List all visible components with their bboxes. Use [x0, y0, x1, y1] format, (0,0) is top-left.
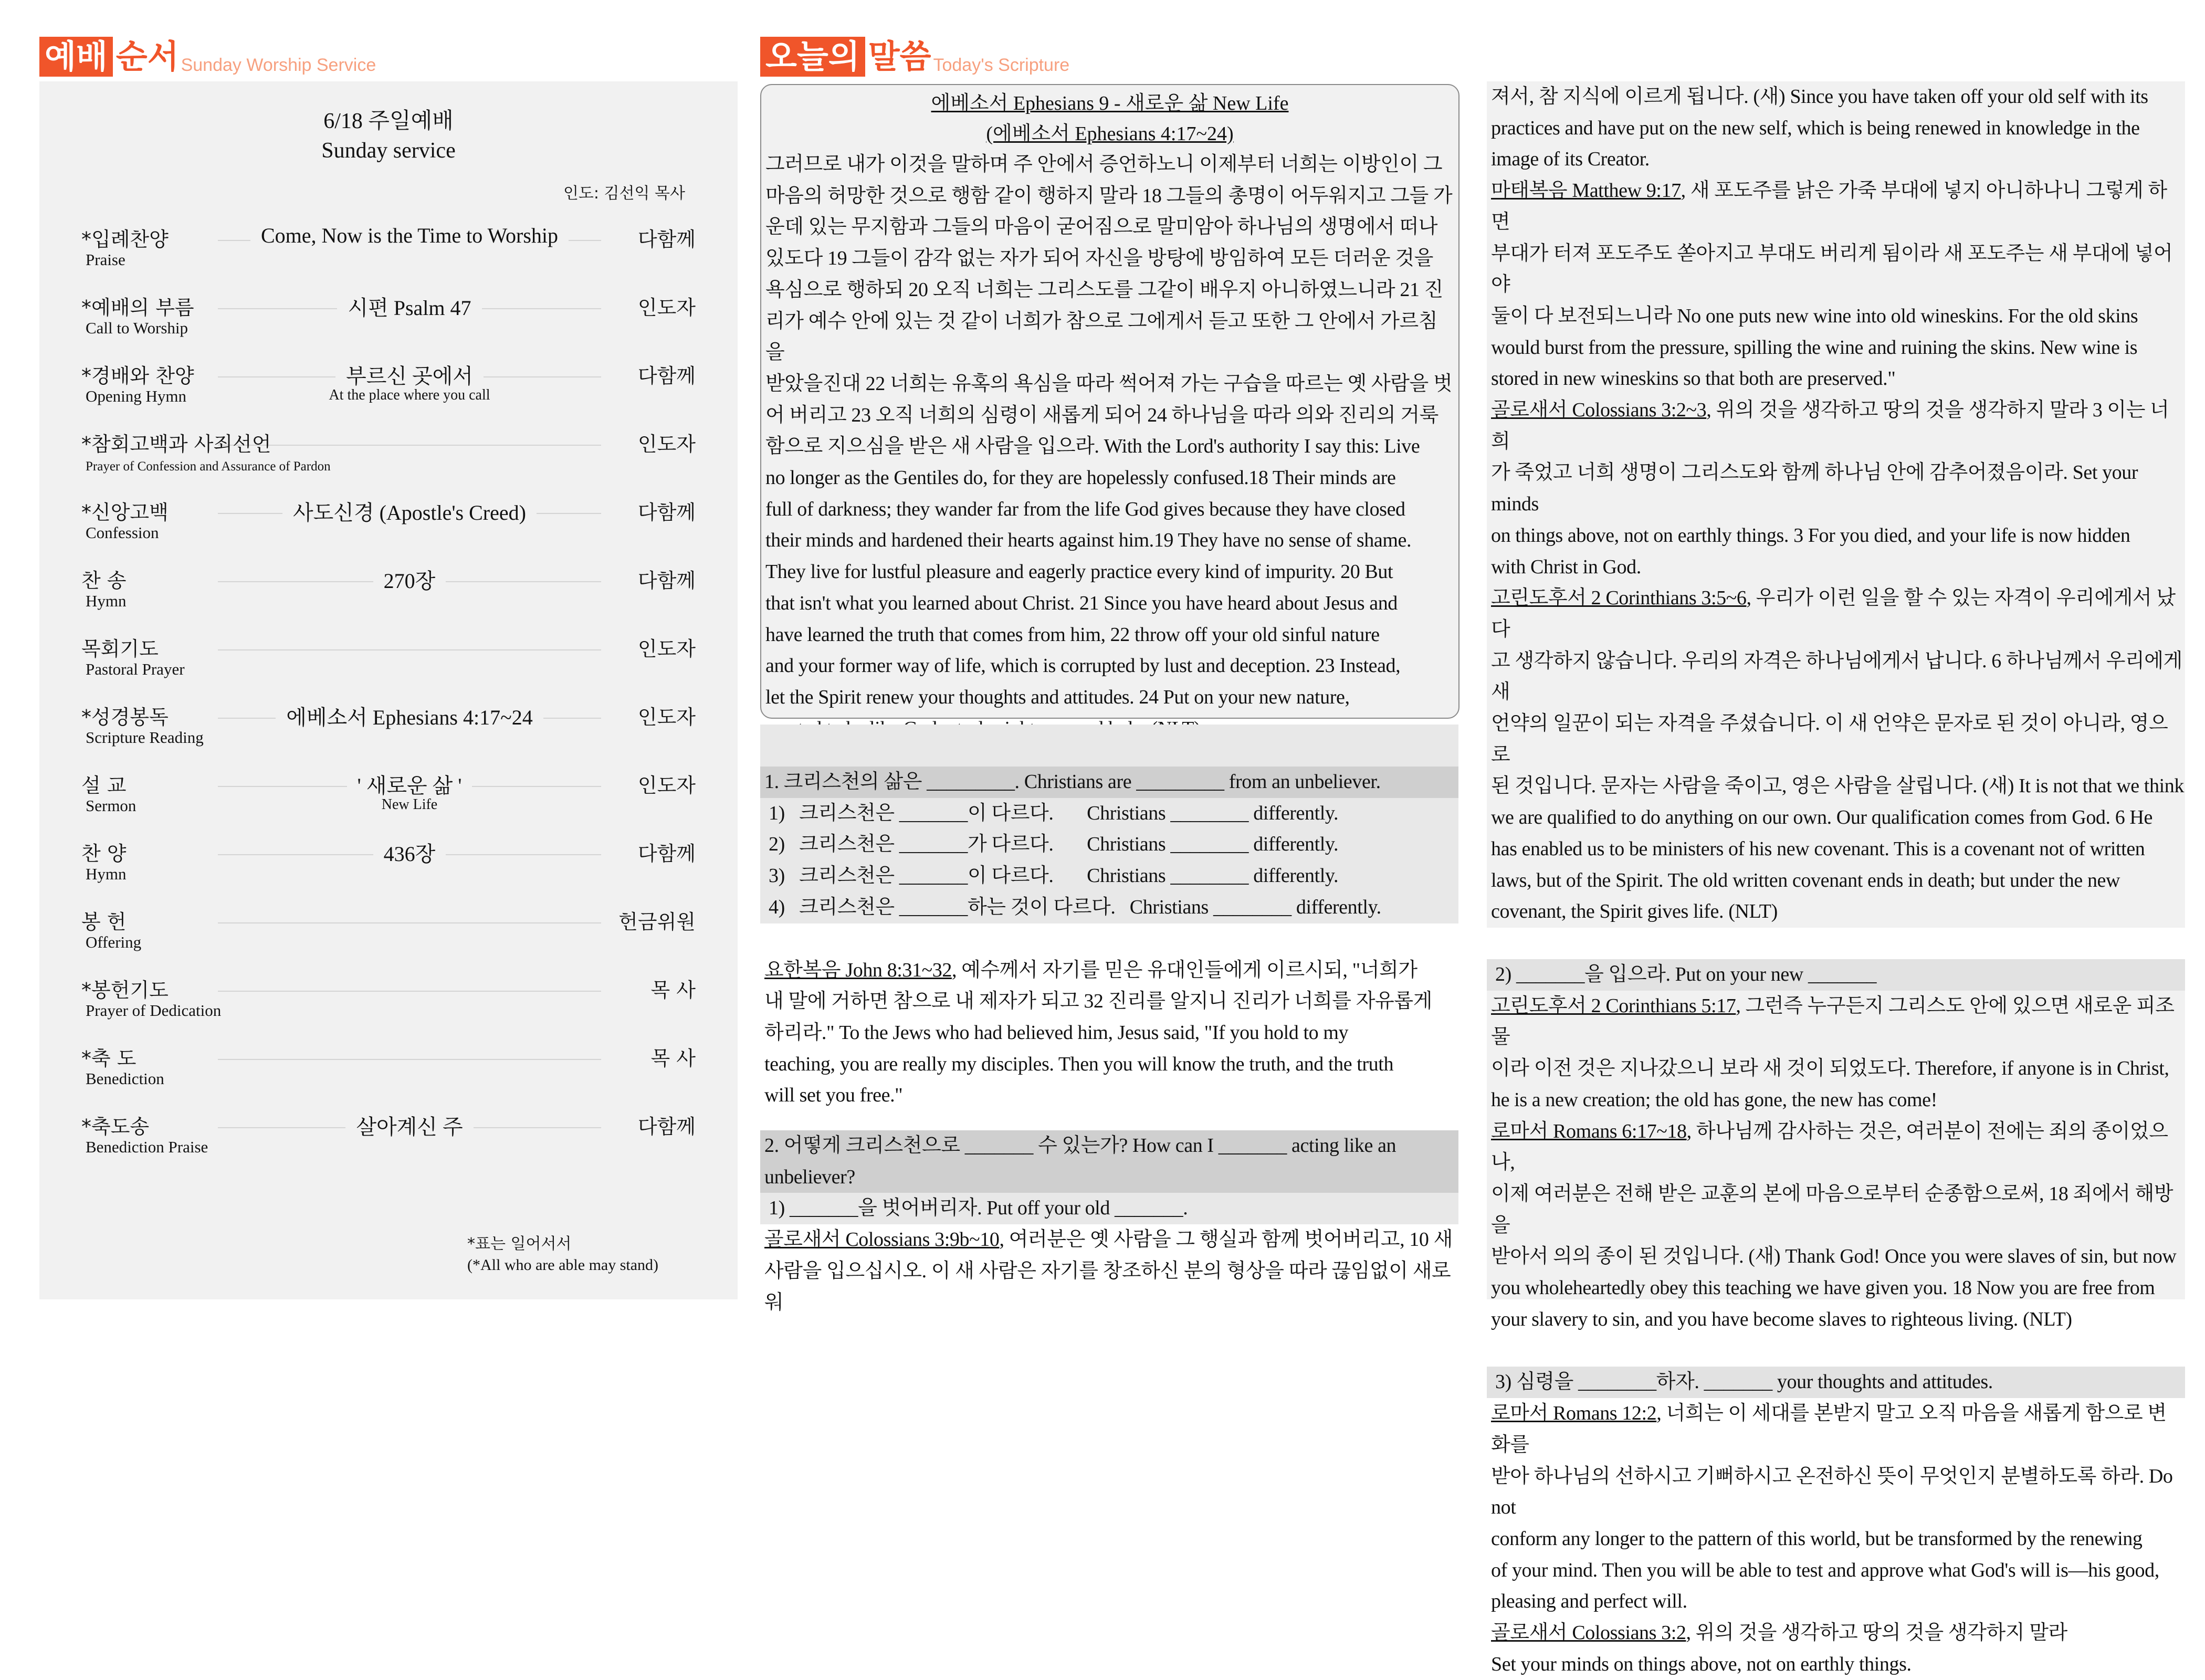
text-line: practices and have put on the new self, which is being renewed in knowledge in the [1491, 117, 2140, 139]
scripture-line: let the Spirit renew your thoughts and attitudes. 24 Put on your new nature, [765, 686, 1350, 708]
text-line: 받아 하나님의 선하시고 기뻐하시고 온전하신 뜻이 무엇인지 분별하도록 하라. Do not [1491, 1465, 2173, 1519]
colossians-line: , 여러분은 옛 사람을 그 행실과 함께 벗어버리고, 10 새 [999, 1228, 1453, 1251]
scripture-line: 함으로 지으심을 받은 새 사람을 입으라. With the Lord's authority I say this: Live [765, 435, 1420, 458]
john-line: will set you free." [764, 1084, 903, 1107]
header-red: 말씀 [868, 37, 931, 76]
order-item-ko: *경배와 찬양 [81, 364, 194, 387]
scripture-line: 있도다 19 그들이 감각 없는 자가 되어 자신을 방탕에 방임하여 모든 더러운 것을 [765, 247, 1433, 270]
order-item-en: Prayer of Confession and Assurance of Pardon [86, 459, 331, 474]
john-line: 내 말에 거하면 참으로 내 제자가 되고 32 진리를 알지니 진리가 너희를 자유롭게 [764, 990, 1432, 1013]
order-item [81, 769, 696, 827]
text-line: of your mind. Then you will be able to test and approve what God's will is—his good, [1491, 1559, 2159, 1581]
text-line: laws, but of the Spirit. The old written covenant ends in death; but under the new [1491, 869, 2120, 891]
order-item [81, 564, 696, 622]
order-item-role: 다함께 [637, 842, 696, 865]
order-item-ko: *입례찬양 [81, 228, 169, 251]
standing-note [467, 1234, 658, 1276]
order-item-detail [218, 1110, 601, 1140]
scripture-line: have learned the truth that comes from him, 22 throw off your old sinful nature [765, 623, 1380, 646]
order-item-detail [218, 223, 601, 248]
order-item-en: Benediction Praise [86, 1138, 208, 1156]
text-line: pleasing and perfect will. [1491, 1590, 1687, 1613]
text-line: , 우리가 이런 일을 할 수 있는 자격이 우리에게서 났다 [1491, 587, 2176, 640]
text-line: 가 죽었고 너희 생명이 그리스도와 함께 하나님 안에 감추어졌음이라. Set your minds [1491, 461, 2138, 516]
colossians-ref: 골로새서 Colossians 3:2 [1491, 1622, 1686, 1644]
text-line: 된 것입니다. 문자는 사람을 죽이고, 영은 사람을 살립니다. (새) It is not that we think [1491, 775, 2184, 797]
text-line: has enabled us to be ministers of his new covenant. This is a covenant not of written [1491, 837, 2145, 860]
order-item-detail [218, 769, 601, 799]
text-line: , 너희는 이 세대를 본받지 말고 오직 마음을 새롭게 함으로 변화를 [1491, 1402, 2167, 1456]
order-item-role: 다함께 [637, 364, 696, 387]
service-name: Sunday service [321, 139, 456, 163]
order-item-en: Call to Worship [86, 319, 188, 337]
order-item-en: Opening Hymn [86, 387, 187, 405]
order-item-en: Prayer of Dedication [86, 1001, 222, 1020]
text-line: would burst from the pressure, spilling the wine and ruining the skins. New wine is [1491, 336, 2138, 359]
order-item-ko: *예배의 부름 [81, 296, 194, 319]
text-line: 받아서 의의 종이 된 것입니다. (새) Thank God! Once you were slaves of sin, but now [1491, 1245, 2177, 1268]
order-item-detail [218, 701, 601, 731]
text-line: 이제 여러분은 전해 받은 교훈의 본에 마음으로부터 순종함으로써, 18 죄에서 해방을 [1491, 1182, 2174, 1236]
order-item-detail-text: ' 새로운 삶 ' [347, 774, 472, 797]
order-item-ko: *축도송 [81, 1115, 150, 1138]
scripture-line: 받았을진대 22 너희는 유혹의 욕심을 따라 썩어져 가는 구습을 따르는 옛 사람을 벗 [765, 372, 1453, 395]
order-item-detail-text: 시편 Psalm 47 [337, 296, 481, 320]
order-item-detail-text: 부르신 곳에서 [335, 364, 484, 388]
header-red: 순서 [116, 37, 179, 76]
corinthians-ref: 고린도후서 2 Corinthians 5:17 [1491, 994, 1736, 1017]
text-line: 부대가 터져 포도주도 쏟아지고 부대도 버리게 됨이라 새 포도주는 새 부대에 넣어야 [1491, 242, 2173, 296]
scripture-title: 에베소서 Ephesians 9 - 새로운 삶 New Life [931, 92, 1289, 114]
scripture-line: 운데 있는 무지함과 그들의 마음이 굳어짐으로 말미암아 하나님의 생명에서 떠나 [765, 216, 1438, 238]
order-item-detail-text: 살아계신 주 [345, 1115, 473, 1139]
sermon-notes-1 [760, 724, 1458, 1318]
scripture-body [761, 149, 1458, 744]
text-line: , 위의 것을 생각하고 땅의 것을 생각하지 말라 3 이는 너희 [1491, 399, 2169, 453]
order-item-en: Offering [86, 933, 142, 951]
text-line: 둘이 다 보전되느니라 No one puts new wine into old wineskins. For the old skins [1491, 304, 2138, 327]
text-line: 고 생각하지 않습니다. 우리의 자격은 하나님에게서 납니다. 6 하나님께서 우리에게 새 [1491, 649, 2182, 704]
question-2-3: 3) 심령을 ________하자. _______ your thoughts and attitudes. [1487, 1367, 2185, 1398]
colossians-ref: 골로새서 Colossians 3:2~3 [1491, 399, 1707, 422]
scripture-line: 리가 예수 안에 있는 것 같이 너희가 참으로 그에게서 듣고 또한 그 안에서 가르침을 [765, 310, 1438, 364]
order-item [81, 223, 696, 281]
order-item-detail-text: Come, Now is the Time to Worship [250, 224, 569, 247]
scripture-line: no longer as the Gentiles do, for they are hopelessly confused.18 Their minds are [765, 467, 1396, 489]
sermon-notes-2 [1487, 81, 2185, 1675]
leader-line [218, 445, 601, 446]
john-line: 하리라." To the Jews who had believed him, Jesus said, "If you hold to my [764, 1021, 1349, 1044]
text-line: 져서, 참 지식에 이르게 됩니다. (새) Since you have taken off your old self with its [1491, 86, 2148, 108]
order-item-ko: *성경봉독 [81, 706, 169, 729]
order-item [81, 360, 696, 417]
order-item-ko: *축 도 [81, 1047, 136, 1070]
text-line: stored in new wineskins so that both are preserved." [1491, 368, 1896, 390]
order-item-ko: *참회고백과 사죄선언 [81, 433, 271, 456]
order-item-role: 다함께 [637, 228, 696, 251]
order-item-role: 목 사 [650, 979, 696, 1002]
scripture-line: They live for lustful pleasure and eagerly practice every kind of impurity. 20 But [765, 561, 1393, 583]
text-line: Set your minds on things above, not on earthly things. [1491, 1653, 1912, 1675]
order-item-role: 인도자 [637, 433, 696, 456]
text-line: image of its Creator. [1491, 148, 1650, 171]
text-line: he is a new creation; the old has gone, the new has come! [1491, 1088, 1937, 1111]
header-en: Sunday Worship Service [181, 55, 376, 75]
service-leader: 인도: 김선익 목사 [563, 184, 685, 203]
order-item-role: 인도자 [637, 296, 696, 319]
question-1-item: 1) 크리스천은 _______이 다르다. Christians ________ differently. [769, 802, 1339, 824]
scripture-line: their minds and hardened their hearts against him.19 They have no sense of shame. [765, 529, 1412, 552]
order-item-role: 인도자 [637, 774, 696, 797]
question-1: 1. 크리스천의 삶은 _________. Christians are _________ from an unbeliever. [760, 766, 1458, 798]
order-item-detail [218, 837, 601, 867]
order-item-ko: 찬 송 [81, 569, 127, 592]
colossians-line: 사람을 입으십시오. 이 새 사람은 자기를 창조하신 분의 형상을 따라 끊임없이 새로워 [764, 1259, 1451, 1314]
scripture-line: and your former way of life, which is corrupted by lust and deception. 23 Instead, [765, 655, 1401, 677]
order-item-en: Benediction [86, 1069, 164, 1088]
scripture-line: full of darkness; they wander far from the life God gives because they have closed [765, 498, 1405, 520]
colossians-passage [760, 1224, 1458, 1318]
question-2-line: unbeliever? [764, 1166, 855, 1188]
order-item-detail [218, 360, 601, 390]
order-item-ko: 찬 양 [81, 842, 127, 865]
text-line: your slavery to sin, and you have become slaves to righteous living. (NLT) [1491, 1308, 2072, 1330]
order-item-role: 헌금위원 [618, 910, 696, 933]
text-line: , 위의 것을 생각하고 땅의 것을 생각하지 말라 [1686, 1622, 2067, 1644]
order-item-ko: 설 교 [81, 774, 127, 797]
order-item-ko: *봉헌기도 [81, 979, 169, 1002]
leader-line [218, 991, 601, 992]
text-line: conform any longer to the pattern of this world, but be transformed by the renewing [1491, 1527, 2143, 1550]
text-line: with Christ in God. [1491, 555, 1641, 578]
order-item-detail [218, 496, 601, 526]
scripture-header [760, 37, 1069, 77]
order-item-ko: 봉 헌 [81, 910, 127, 933]
worship-order-header [39, 37, 376, 77]
scripture-line: 욕심으로 행하되 20 오직 너희는 그리스도를 그같이 배우지 아니하였느니라 21 진 [765, 278, 1443, 301]
standing-note-ko: *표는 일어서서 [467, 1235, 572, 1253]
service-date: 6/18 주일예배 [323, 109, 454, 133]
order-item [81, 1110, 696, 1168]
question-1-item: 3) 크리스천은 _______이 다르다. Christians ________ differently. [769, 865, 1339, 887]
order-item-ko: *신앙고백 [81, 501, 169, 524]
scripture-line: 마음의 허망한 것으로 행함 같이 행하지 말라 18 그들의 총명이 어두워지고 그들 가 [765, 184, 1453, 207]
text-line: , 하나님께 감사하는 것은, 여러분이 전에는 죄의 종이었으나, [1491, 1120, 2168, 1174]
order-item-en: Scripture Reading [86, 728, 204, 747]
text-line: you wholeheartedly obey this teaching we have given you. 18 Now you are free from [1491, 1277, 2155, 1299]
order-item-detail [218, 564, 601, 594]
john-ref: 요한복음 John 8:31~32 [764, 959, 952, 981]
order-item [81, 633, 696, 690]
order-item [81, 428, 696, 486]
order-item-role: 인도자 [637, 637, 696, 660]
order-item-detail-text: 436장 [373, 842, 446, 866]
order-item-detail-text: 사도신경 (Apostle's Creed) [282, 501, 537, 524]
matthew-ref: 마태복음 Matthew 9:17 [1491, 180, 1681, 202]
order-item-role: 다함께 [637, 501, 696, 524]
question-2-line: 2. 어떻게 크리스천으로 _______ 수 있는가? How can I _______ acting like an [764, 1135, 1396, 1157]
order-item [81, 291, 696, 349]
order-item-en: Sermon [86, 796, 136, 815]
text-line: we are qualified to do anything on our own. Our qualification comes from God. 6 He [1491, 806, 2152, 829]
header-box: 예배 [39, 37, 113, 77]
order-item-role: 목 사 [650, 1047, 696, 1070]
text-line: , 그런즉 누구든지 그리스도 안에 있으면 새로운 피조물 [1491, 994, 2175, 1048]
scripture-box [760, 84, 1460, 719]
scripture-reference: (에베소서 Ephesians 4:17~24) [986, 123, 1234, 145]
leader-line [218, 1059, 601, 1060]
text-line: on things above, not on earthly things. 3 For you died, and your life is now hidden [1491, 524, 2130, 547]
scripture-line: 그러므로 내가 이것을 말하며 주 안에서 증언하노니 이제부터 너희는 이방인이 그 [765, 153, 1443, 175]
order-item-en: Praise [86, 250, 125, 269]
john-passage [760, 955, 1458, 1112]
order-item-en: Pastoral Prayer [86, 660, 185, 678]
scripture-line: that isn't what you learned about Christ. 21 Since you have heard about Jesus and [765, 592, 1398, 614]
romans-ref: 로마서 Romans 12:2 [1491, 1402, 1657, 1425]
order-item-en: Hymn [86, 865, 127, 883]
order-item-subdetail: At the place where you call [329, 387, 490, 403]
header-en: Today's Scripture [933, 55, 1070, 75]
question-2 [760, 1130, 1458, 1193]
order-item-detail-text: 에베소서 Ephesians 4:17~24 [276, 706, 543, 729]
order-item [81, 837, 696, 895]
order-item [81, 496, 696, 554]
question-1-list [760, 798, 1458, 923]
order-item [81, 1042, 696, 1100]
romans-ref: 로마서 Romans 6:17~18 [1491, 1120, 1687, 1142]
text-line: , 새 포도주를 낡은 가죽 부대에 넣지 아니하나니 그렇게 하면 [1491, 180, 2167, 233]
leader-line [218, 649, 601, 650]
order-item-role: 인도자 [637, 706, 696, 729]
question-2-2: 2) _______을 입으라. Put on your new _______ [1487, 959, 2185, 991]
text-line: 이라 이전 것은 지나갔으니 보라 새 것이 되었도다. Therefore, if anyone is in Christ, [1491, 1057, 2169, 1080]
order-item-role: 다함께 [637, 1115, 696, 1138]
right-block [1487, 1398, 2185, 1680]
order-item [81, 701, 696, 759]
standing-note-en: (*All who are able may stand) [467, 1256, 659, 1274]
corinthians-ref: 고린도후서 2 Corinthians 3:5~6 [1491, 587, 1747, 610]
order-item-detail [218, 291, 601, 321]
order-item [81, 906, 696, 963]
question-1-item: 4) 크리스천은 _______하는 것이 다르다. Christians ________ differently. [769, 896, 1381, 918]
john-line: teaching, you are really my disciples. Then you will know the truth, and the truth [764, 1053, 1394, 1075]
order-item-ko: 목회기도 [81, 637, 159, 660]
order-item-en: Confession [86, 523, 159, 542]
right-block [1487, 991, 2185, 1336]
order-item-subdetail: New Life [381, 796, 438, 813]
text-line: covenant, the Spirit gives life. (NLT) [1491, 900, 1778, 923]
order-item-en: Hymn [86, 592, 127, 610]
john-line: , 예수께서 자기를 믿은 유대인들에게 이르시되, "너희가 [951, 959, 1418, 981]
question-1-item: 2) 크리스천은 _______가 다르다. Christians ________ differently. [769, 833, 1339, 856]
text-line: 언약의 일꾼이 되는 자격을 주셨습니다. 이 새 언약은 문자로 된 것이 아니라, 영으로 [1491, 712, 2168, 766]
leader-line [218, 922, 601, 923]
scripture-line: 어 버리고 23 오직 너희의 심령이 새롭게 되어 24 하나님을 따라 의와 진리의 거룩 [765, 404, 1438, 426]
order-item-role: 다함께 [637, 569, 696, 592]
worship-order-panel [39, 81, 738, 1299]
order-item-detail-text: 270장 [373, 569, 446, 593]
right-block [1487, 81, 2185, 928]
order-item [81, 974, 696, 1032]
colossians-ref: 골로새서 Colossians 3:9b~10 [764, 1228, 1000, 1251]
header-box: 오늘의 [760, 37, 865, 77]
question-2-1: 1) _______을 벗어버리자. Put off your old _______. [760, 1193, 1458, 1224]
